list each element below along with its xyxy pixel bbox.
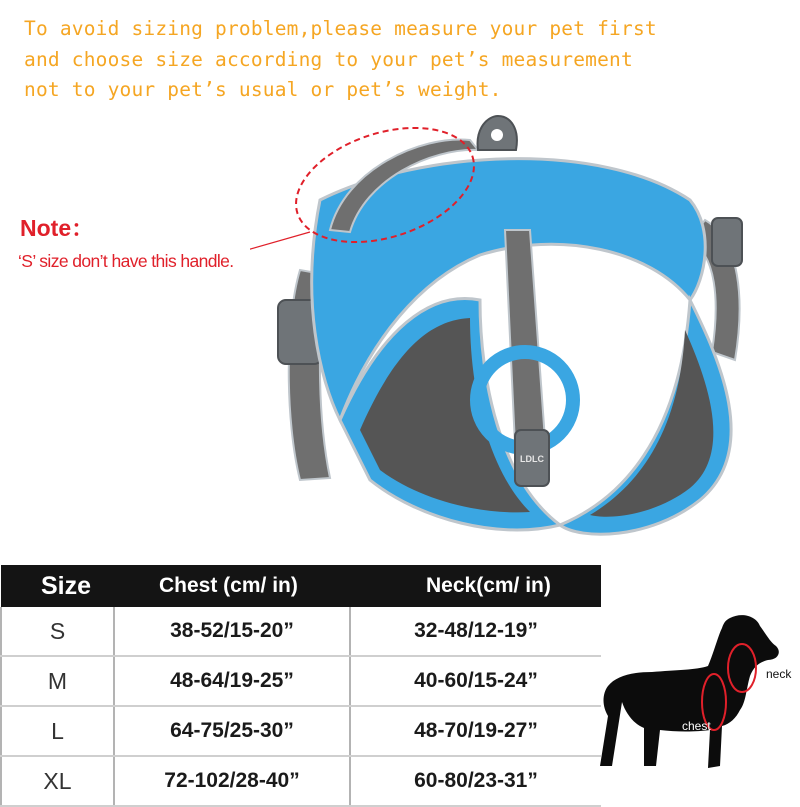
size-chart-table: [0, 565, 601, 807]
neck-cell: 60-80/23-31”: [350, 756, 601, 806]
dog-measurement-diagram: [596, 606, 796, 776]
size-cell: S: [1, 607, 114, 656]
chest-cell: 72-102/28-40”: [114, 756, 350, 806]
neck-label: neck: [766, 667, 792, 681]
instruction-line-1: To avoid sizing problem,please measure your pet first: [24, 17, 657, 40]
header-chest: Chest (cm/ in): [114, 565, 350, 607]
chest-cell: 48-64/19-25”: [114, 656, 350, 706]
neck-cell: 40-60/15-24”: [350, 656, 601, 706]
harness-center-strap: [505, 230, 545, 445]
table-row: [1, 607, 601, 656]
instruction-line-2: and choose size according to your pet’s measurement: [24, 47, 633, 71]
d-ring-hole: [491, 129, 503, 141]
dog-silhouette: [600, 615, 779, 768]
table-row: [1, 656, 601, 706]
note-pointer-line: [250, 232, 310, 252]
note-text: ‘S’ size don’t have this handle.: [18, 251, 234, 271]
neck-cell: 32-48/12-19”: [350, 607, 601, 656]
table-row: [1, 756, 601, 806]
table-header-row: [1, 565, 601, 607]
chest-cell: 64-75/25-30”: [114, 706, 350, 756]
sizing-instructions: [24, 14, 764, 106]
header-neck: Neck(cm/ in): [350, 565, 601, 607]
size-cell: L: [1, 706, 114, 756]
instruction-line-3: not to your pet’s usual or pet’s weight.: [24, 78, 502, 101]
table-row: [1, 706, 601, 756]
size-cell: XL: [1, 756, 114, 806]
harness-image: [250, 110, 750, 550]
size-cell: M: [1, 656, 114, 706]
note-title: Note：: [20, 215, 95, 241]
chest-label: chest: [682, 719, 711, 733]
chest-cell: 38-52/15-20”: [114, 607, 350, 656]
header-size: Size: [1, 565, 114, 607]
right-buckle: [712, 218, 742, 266]
neck-cell: 48-70/19-27”: [350, 706, 601, 756]
buckle-brand: LDLC: [520, 454, 544, 464]
